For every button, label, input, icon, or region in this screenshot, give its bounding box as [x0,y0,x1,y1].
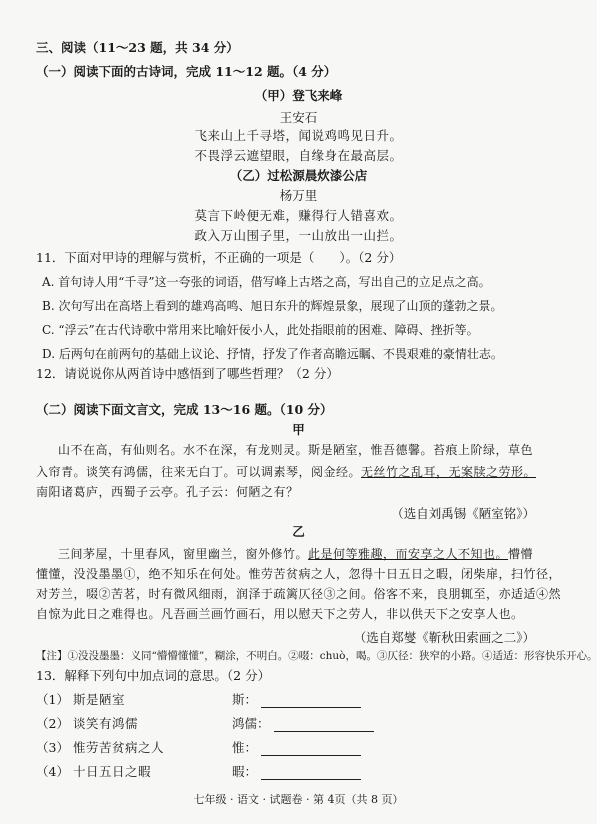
text-b-underlined: 此是何等雅趣，而安享之人不知也。 [308,547,509,561]
q13-item-4: （4） 十日五日之暇 [36,764,151,779]
answer-blank[interactable] [261,695,361,708]
q13-answer-3[interactable]: 惟： [232,740,361,756]
poem-a-author: 王安石 [279,110,318,125]
poem-b-line-2: 政入万山围子里，一山放出一山拦。 [194,228,403,243]
answer-blank[interactable] [274,719,374,732]
poem-b-author: 杨万里 [279,188,318,203]
q11-option-a: A. 首句诗人用“千寻”这一夸张的词语，借写峰上古塔之高，写出自己的立足点之高。 [42,275,491,289]
text-a-label: 甲 [292,422,305,437]
text-a-source: （选自刘禹锡《陋室铭》） [391,506,535,521]
q11-option-b: B. 次句写出在高塔上看到的雄鸡高鸣、旭日东升的辉煌景象，展现了山顶的蓬勃之景。 [42,299,503,313]
text-a-underlined: 无丝竹之乱耳，无案牍之劳形。 [361,465,537,479]
question-13-stem: 13．解释下列句中加点词的意思。（2 分） [36,668,271,683]
section-title: 三、阅读（11～23 题，共 34 分） [36,40,239,55]
text-b-line-2: 懂懂，没没墨墨①，绝不知乐在何处。惟劳苦贫病之人，忽得十日五日之暇，闭柴扉，扫竹径， [36,567,562,581]
q13-answer-1[interactable]: 斯： [232,692,361,708]
poem-a-line-2: 不畏浮云遮望眼，自缘身在最高层。 [194,148,403,163]
q13-item-1: （1） 斯是陋室 [36,692,125,707]
answer-blank[interactable] [261,767,361,780]
text-b-label: 乙 [292,524,305,539]
part1-title: （一）阅读下面的古诗词，完成 11～12 题。（4 分） [36,64,337,79]
footnote: 【注】①没没墨墨：义同“懵懵懂懂”，糊涂，不明白。②啜：chuò，喝。③仄径：狭窄的小路。④适适：形容快乐开心。 [36,650,597,662]
poem-b-line-1: 莫言下岭便无难，赚得行人错喜欢。 [194,208,403,223]
question-11-stem: 11．下面对甲诗的理解与赏析，不正确的一项是（ ）。（2 分） [36,250,402,265]
part2-title: （二）阅读下面文言文，完成 13～16 题。（10 分） [36,402,333,417]
text-b-line-4: 自惊为此日之难得也。凡吾画兰画竹画石，用以慰天下之劳人，非以供天下之安享人也。 [36,607,524,621]
text-a-line-1: 山不在高，有仙则名。水不在深，有龙则灵。斯是陋室，惟吾德馨。苔痕上阶绿，草色 [58,443,534,457]
q13-answer-2[interactable]: 鸿儒： [232,716,374,732]
q13-answer-4[interactable]: 暇： [232,764,361,780]
text-b-line-1: 三间茅屋，十里春风，窗里幽兰，窗外修竹。此是何等雅趣，而安享之人不知也。懵懵 [58,547,534,561]
text-a-line-2: 入帘青。谈笑有鸿儒，往来无白丁。可以调素琴，阅金经。无丝竹之乱耳，无案牍之劳形。 [36,465,537,479]
poem-a-title: （甲）登飞来峰 [254,88,343,103]
poem-b-title: （乙）过松源晨炊漆公店 [229,168,368,183]
text-a-line-3: 南阳诸葛庐，西蜀子云亭。孔子云：何陋之有？ [36,485,299,499]
question-12-stem: 12．请说说你从两首诗中感悟到了哪些哲理？（2 分） [36,366,339,381]
q13-item-2: （2） 谈笑有鸿儒 [36,716,138,731]
text-b-source: （选自郑燮《靳秋田索画之二》） [353,630,535,645]
text-b-line-3: 对芳兰，啜②苦茗，时有微风细雨，润泽于疏篱仄径③之间。俗客不来，良朋辄至，亦适适④然 [36,587,562,601]
page-footer: 七年级 · 语文 · 试题卷 · 第 4页（共 8 页） [193,793,404,806]
poem-a-line-1: 飞来山上千寻塔，闻说鸡鸣见日升。 [194,128,403,143]
answer-blank[interactable] [261,743,361,756]
q11-option-c: C. “浮云”在古代诗歌中常用来比喻奸佞小人，此处指眼前的困难、障碍、挫折等。 [42,323,479,337]
q13-item-3: （3） 惟劳苦贫病之人 [36,740,164,755]
q11-option-d: D. 后两句在前两句的基础上议论、抒情，抒发了作者高瞻远瞩、不畏艰难的豪情壮志。 [42,347,503,361]
